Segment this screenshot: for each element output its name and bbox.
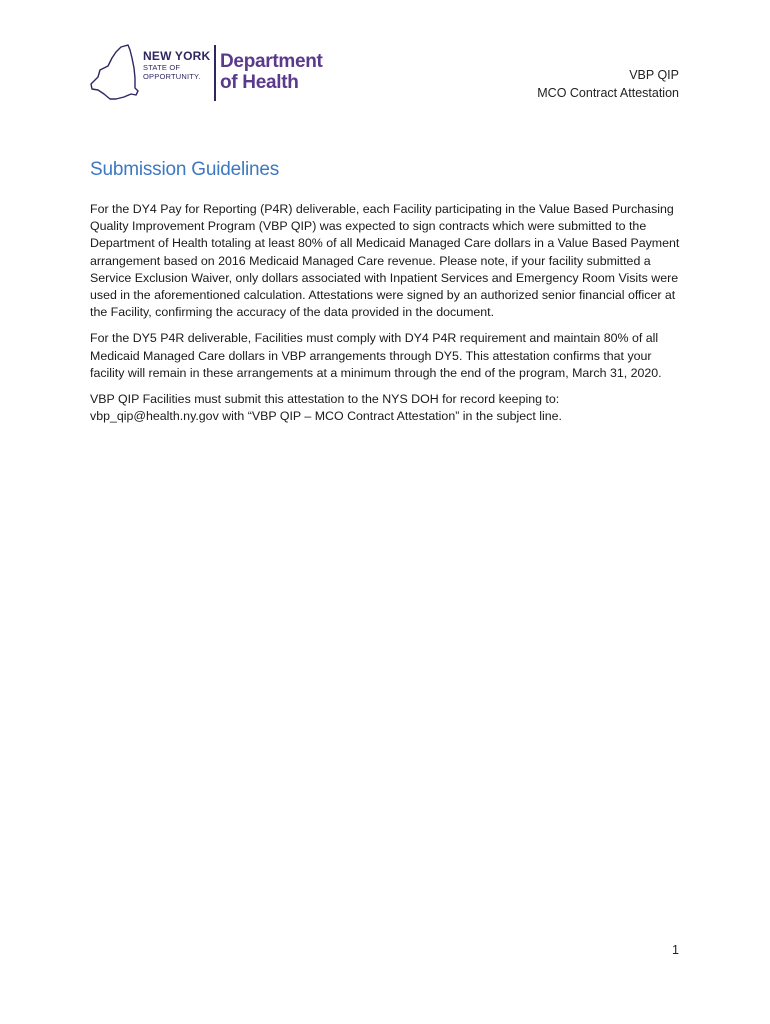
logo-dept-line1: Department [220,51,323,72]
logo-tagline-line1: STATE OF [143,63,181,72]
logo-tagline-line2: OPPORTUNITY. [143,71,201,81]
paragraph-dy5: For the DY5 P4R deliverable, Facilities must comply with DY4 P4R requirement and maintain 80% of all Medicaid Managed Care dollars in VBP arrangements through DY5. This attestation confirms that your facility will remain in these arrangements at a minimum through the end of the program, March 31, 2020. [90,331,662,380]
logo-dept-line2: of Health [220,72,299,93]
header-doc-title: MCO Contract Attestation [537,86,679,100]
page-title: Submission Guidelines [90,159,280,180]
logo-tagline [143,64,201,81]
nys-doh-logo [88,44,333,102]
paragraph-submission: VBP QIP Facilities must submit this attestation to the NYS DOH for record keeping to: vbp_qip@health.ny.gov with “VBP QIP – MCO Contract Attestation” in the subject line. [90,392,562,424]
new-york-state-outline-icon [88,44,140,102]
document-header [537,66,679,102]
logo-department-of-health [220,51,323,93]
header-program: VBP QIP [629,68,679,82]
paragraph-dy4: For the DY4 Pay for Reporting (P4R) deliverable, each Facility participating in the Value Based Purchasing Quality Improvement Program (VBP QIP) was expected to sign contracts which were submitted to the Department of Health totaling at least 80% of all Medicaid Managed Care dollars in a Value Based Payment arrangement based on 2016 Medicaid Managed Care revenue. Please note, if your facility submitted a Service Exclusion Waiver, only dollars associated with Inpatient Services and Emergency Room Visits were used in the aforementioned calculation. Attestations were signed by an authorized senior financial officer at the Facility, confirming the accuracy of the data provided in the document. [90,202,680,320]
logo-divider [214,45,216,101]
page-number: 1 [672,943,679,957]
logo-new-york-text: NEW YORK [143,49,211,63]
document-body [90,201,685,434]
